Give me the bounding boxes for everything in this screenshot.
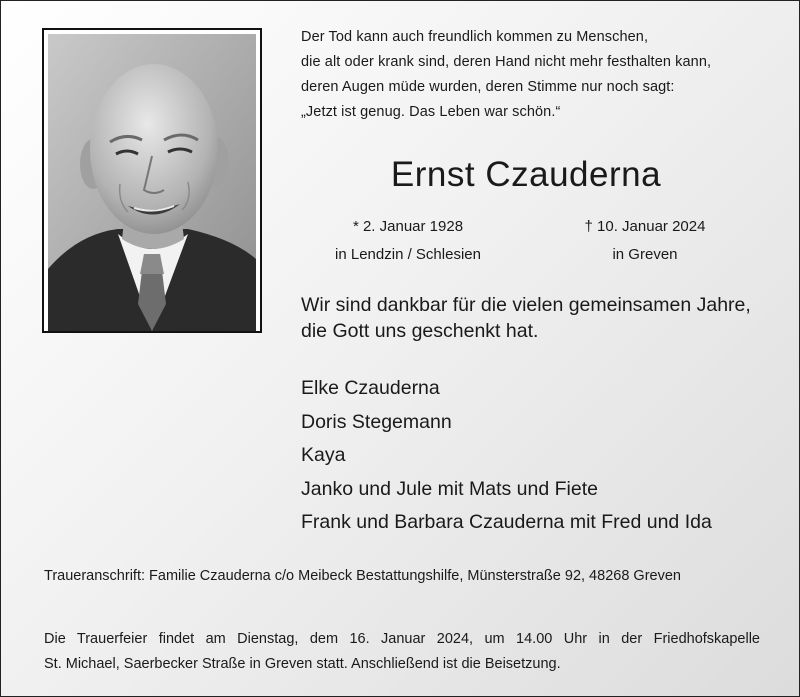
gratitude-line: die Gott uns geschenkt hat. [301, 320, 539, 342]
death-place: in Greven [612, 246, 678, 263]
birth-date: * 2. Januar 1928 [352, 218, 464, 235]
family-member: Doris Stegemann [301, 410, 452, 433]
death-date: † 10. Januar 2024 [584, 218, 706, 235]
death-info [545, 213, 745, 269]
ceremony-line: Die Trauerfeier findet am Dienstag, dem 16. Januar 2024, um 14.00 Uhr in der Friedhofskapelle [44, 631, 760, 647]
gratitude-line: Wir sind dankbar für die vielen gemeinsamen Jahre, [301, 294, 751, 316]
birth-place: in Lendzin / Schlesien [335, 246, 481, 263]
ceremony-info [44, 627, 760, 677]
deceased-name: Ernst Czauderna [390, 155, 662, 194]
poem-line: die alt oder krank sind, deren Hand nicht mehr festhalten kann, [301, 54, 712, 70]
gratitude-text [301, 292, 751, 344]
family-member: Kaya [301, 444, 346, 467]
poem-line: deren Augen müde wurden, deren Stimme nur noch sagt: [301, 79, 675, 95]
birth-info [301, 213, 515, 269]
mourning-address: Traueranschrift: Familie Czauderna c/o Meibeck Bestattungshilfe, Münsterstraße 92, 48268 Greven [44, 568, 681, 584]
family-member: Janko und Jule mit Mats und Fiete [301, 477, 598, 500]
poem-line: „Jetzt ist genug. Das Leben war schön.“ [301, 104, 561, 120]
portrait-photo-icon [48, 34, 256, 331]
family-member: Elke Czauderna [301, 377, 440, 399]
portrait-photo [42, 28, 262, 333]
poem-line: Der Tod kann auch freundlich kommen zu Menschen, [301, 29, 649, 45]
poem [301, 25, 711, 125]
family-list [301, 372, 712, 540]
ceremony-line: St. Michael, Saerbecker Straße in Greven statt. Anschließend ist die Beisetzung. [44, 656, 561, 672]
family-member: Frank und Barbara Czauderna mit Fred und Ida [301, 511, 712, 534]
